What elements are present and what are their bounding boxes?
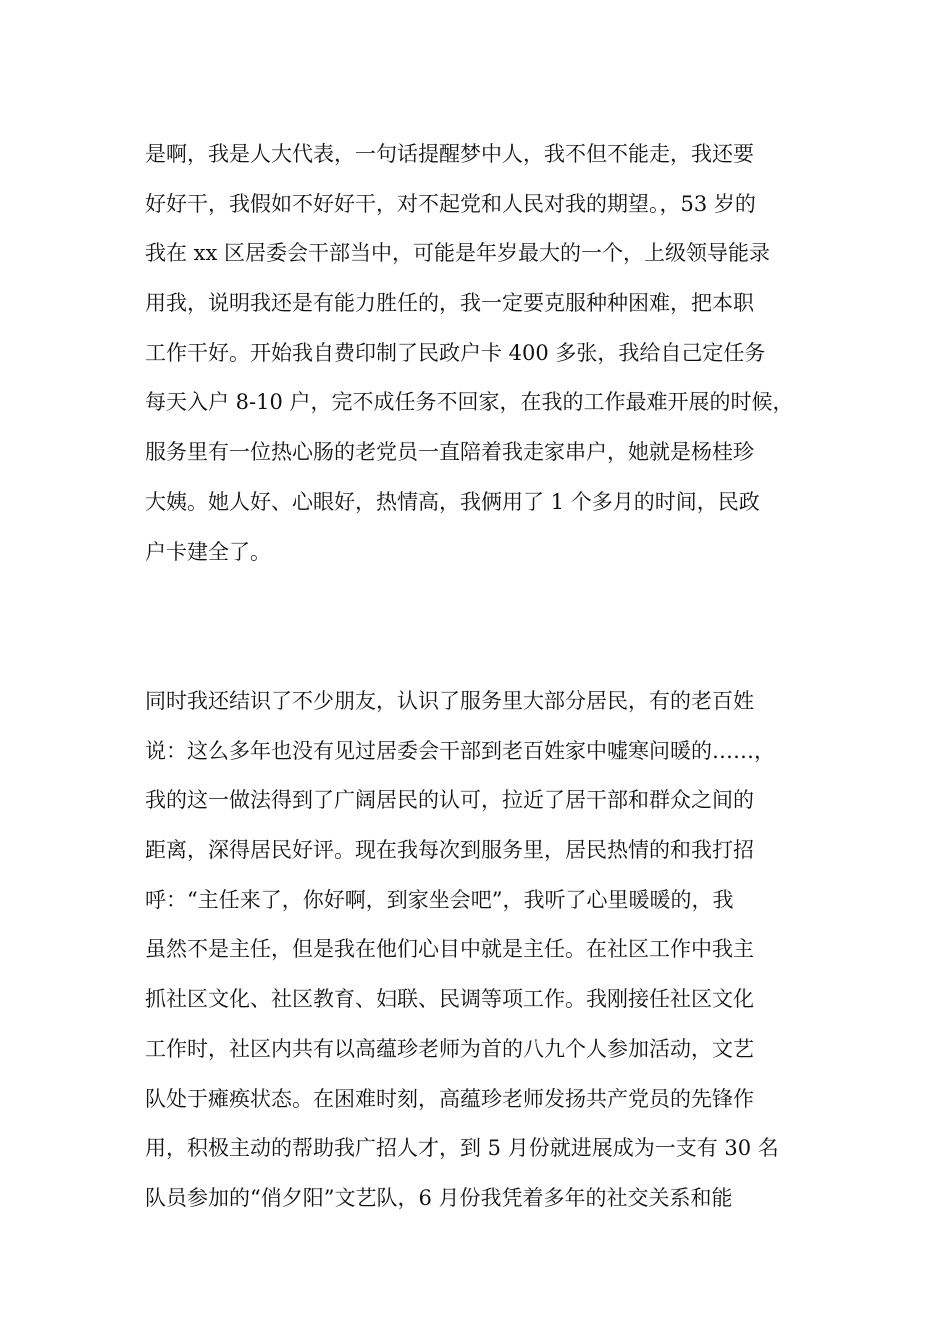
text-line: 我的这一做法得到了广阔居民的认可，拉近了居干部和群众之间的 — [145, 788, 754, 813]
text-line: 大姨。她人好、心眼好，热情高，我俩用了 1 个多月的时间，民政 — [145, 489, 760, 514]
text-line: 每天入户 8-10 户，完不成任务不回家，在我的工作最难开展的时候， — [145, 390, 794, 415]
text-line: 是啊，我是人大代表，一句话提醒梦中人，我不但不能走，我还要 — [145, 142, 754, 166]
text-line: 同时我还结识了不少朋友，认识了服务里大部分居民，有的老百姓 — [145, 689, 754, 713]
text-line: 队员参加的“俏夕阳”文艺队，6 月份我凭着多年的社交关系和能 — [145, 1185, 733, 1210]
text-line: 说：这么多年也没有见过居委会干部到老百姓家中嘘寒问暖的……， — [145, 738, 775, 763]
text-line: 服务里有一位热心肠的老党员一直陪着我走家串户，她就是杨桂珍 — [145, 440, 754, 465]
text-line: 队处于瘫痪状态。在困难时刻，高蕴珍老师发扬共产党员的先锋作 — [145, 1086, 754, 1111]
text-line: 距离，深得居民好评。现在我每次到服务里，居民热情的和我打招 — [145, 838, 754, 863]
text-line: 呼：“主任来了，你好啊，到家坐会吧”，我听了心里暖暖的，我 — [145, 887, 734, 912]
paragraph-2 — [145, 677, 835, 1224]
text-line: 我在 xx 区居委会干部当中，可能是年岁最大的一个，上级领导能录 — [145, 241, 771, 266]
text-line: 用，积极主动的帮助我广招人才，到 5 月份就进展成为一支有 30 名 — [145, 1136, 779, 1161]
text-line: 工作干好。开始我自费印制了民政户卡 400 多张，我给自己定任务 — [145, 340, 766, 365]
text-line: 户卡建全了。 — [145, 539, 271, 564]
text-line: 虽然不是主任，但是我在他们心目中就是主任。在社区工作中我主 — [145, 937, 754, 962]
text-line: 工作时，社区内共有以高蕴珍老师为首的八九个人参加活动，文艺 — [145, 1036, 754, 1061]
text-line: 用我，说明我还是有能力胜任的，我一定要克服种种困难，把本职 — [145, 291, 754, 316]
text-line: 抓社区文化、社区教育、妇联、民调等项工作。我刚接任社区文化 — [145, 987, 754, 1012]
paragraph-1 — [145, 130, 835, 577]
text-line: 好好干，我假如不好好干，对不起党和人民对我的期望。，53 岁的 — [145, 191, 756, 216]
